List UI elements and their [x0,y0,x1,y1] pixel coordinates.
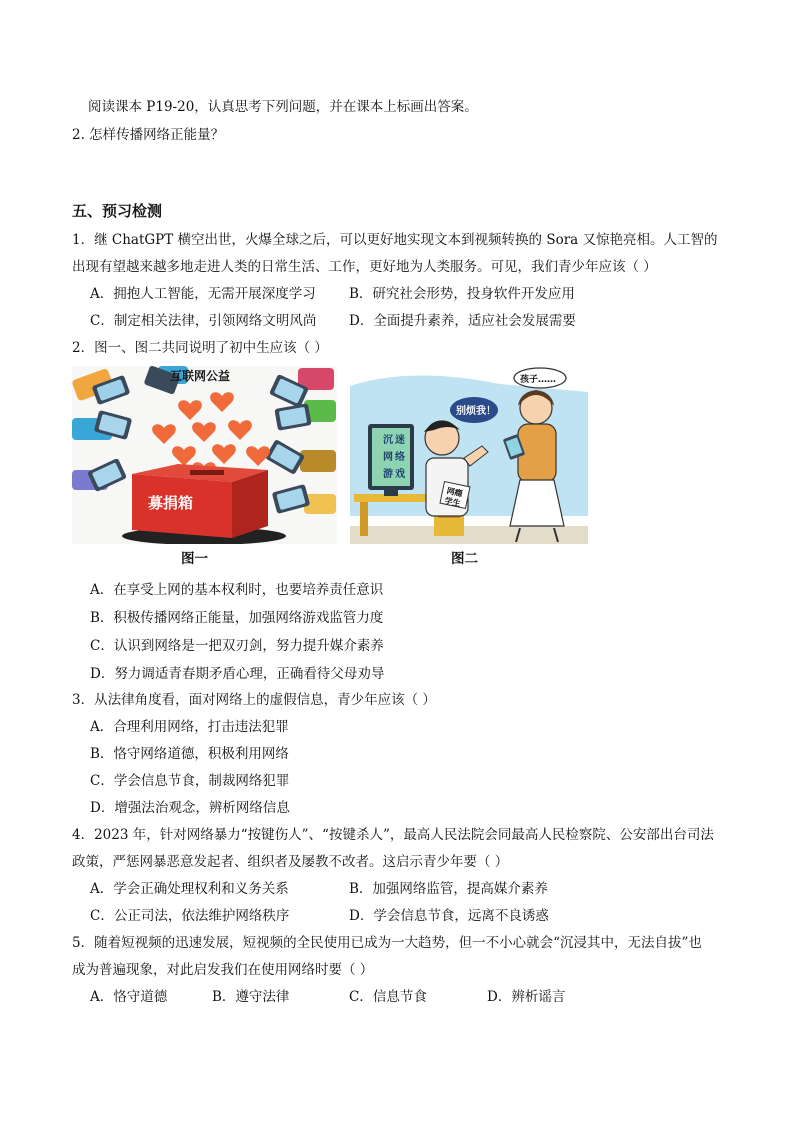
figure-1-caption: 图一 [181,551,208,567]
q5-option-c: C．信息节食 [349,989,427,1005]
student-speech: 别烦我！ [456,406,496,417]
q5-stem-line2: 成为普遍现象，对此启发我们在使用网络时要（ ） [72,962,374,978]
q5-option-d: D．辨析谣言 [487,989,566,1005]
q3-option-d: D．增强法治观念，辨析网络信息 [90,800,290,816]
screen-text-5: 游 [383,469,393,480]
charity-banner: 互联网公益 [170,369,231,383]
q4-option-d: D．学会信息节食，远离不良诱惑 [349,908,549,924]
q2-stem: 2．图一、图二共同说明了初中生应该（ ） [72,340,328,356]
q2-option-c: C．认识到网络是一把双刃剑，努力提升媒介素养 [90,638,384,654]
screen-text-1: 沉 [383,435,393,446]
figure-2-caption: 图二 [451,551,478,567]
screen-text-3: 网 [383,452,393,463]
q5-option-b: B．遵守法律 [212,989,290,1005]
q5-option-a: A．恪守道德 [90,989,168,1005]
figure-game-addiction [350,366,588,544]
q4-option-b: B．加强网络监管，提高媒介素养 [349,881,548,897]
q4-option-a: A．学会正确处理权利和义务关系 [90,881,289,897]
q1-option-c: C．制定相关法律，引领网络文明风尚 [90,313,317,329]
q1-stem-line2: 出现有望越来越多地走进人类的日常生活、工作，更好地为人类服务。可见，我们青少年应该（ ） [72,259,657,275]
q1-stem-line1: 1．继 ChatGPT 横空出世，火爆全球之后，可以更好地实现文本到视频转换的 Sora 又惊艳亮相。人工智的 [72,232,718,248]
shirt-text-2: 学生 [443,496,462,509]
q4-stem-line1: 4．2023 年，针对网络暴力“按键伤人”、“按键杀人”，最高人民法院会同最高人民检察院、公安部出台司法 [72,827,714,843]
screen-text-6: 戏 [395,469,405,480]
q2-option-a: A．在享受上网的基本权利时，也要培养责任意识 [90,582,384,598]
screen-text-4: 络 [395,452,405,463]
q1-option-a: A．拥抱人工智能，无需开展深度学习 [90,286,316,302]
q3-option-c: C．学会信息节食，制裁网络犯罪 [90,773,290,789]
shirt-text-1: 网瘾 [445,486,464,499]
figure-1-illustration [72,366,337,544]
mother-speech: 孩子…… [520,375,557,385]
q3-option-b: B．恪守网络道德，积极利用网络 [90,746,289,762]
figure-internet-charity [72,366,337,544]
q3-stem: 3．从法律角度看，面对网络上的虚假信息，青少年应该（ ） [72,692,436,708]
donation-box-label: 募捐箱 [148,494,194,512]
q4-option-c: C．公正司法，依法维护网络秩序 [90,908,290,924]
q1-option-b: B．研究社会形势，投身软件开发应用 [349,286,575,302]
screen-text-2: 迷 [395,435,405,446]
reading-instruction: 阅读课本 P19-20，认真思考下列问题，并在课本上标画出答案。 [88,99,478,115]
preview-question-2: 2. 怎样传播网络正能量？ [72,127,225,143]
q1-option-d: D．全面提升素养，适应社会发展需要 [349,313,576,329]
q5-stem-line1: 5．随着短视频的迅速发展，短视频的全民使用已成为一大趋势，但一不小心就会“沉浸其中，无法自拔”也 [72,935,702,951]
figure-2-illustration [350,366,588,544]
q3-option-a: A．合理利用网络，打击违法犯罪 [90,719,289,735]
q2-option-b: B．积极传播网络正能量，加强网络游戏监管力度 [90,610,384,626]
q4-stem-line2: 政策，严惩网暴恶意发起者、组织者及屡教不改者。这启示青少年要（ ） [72,854,509,870]
section-title: 五、预习检测 [72,202,163,220]
q2-option-d: D．努力调适青春期矛盾心理，正确看待父母劝导 [90,666,385,682]
